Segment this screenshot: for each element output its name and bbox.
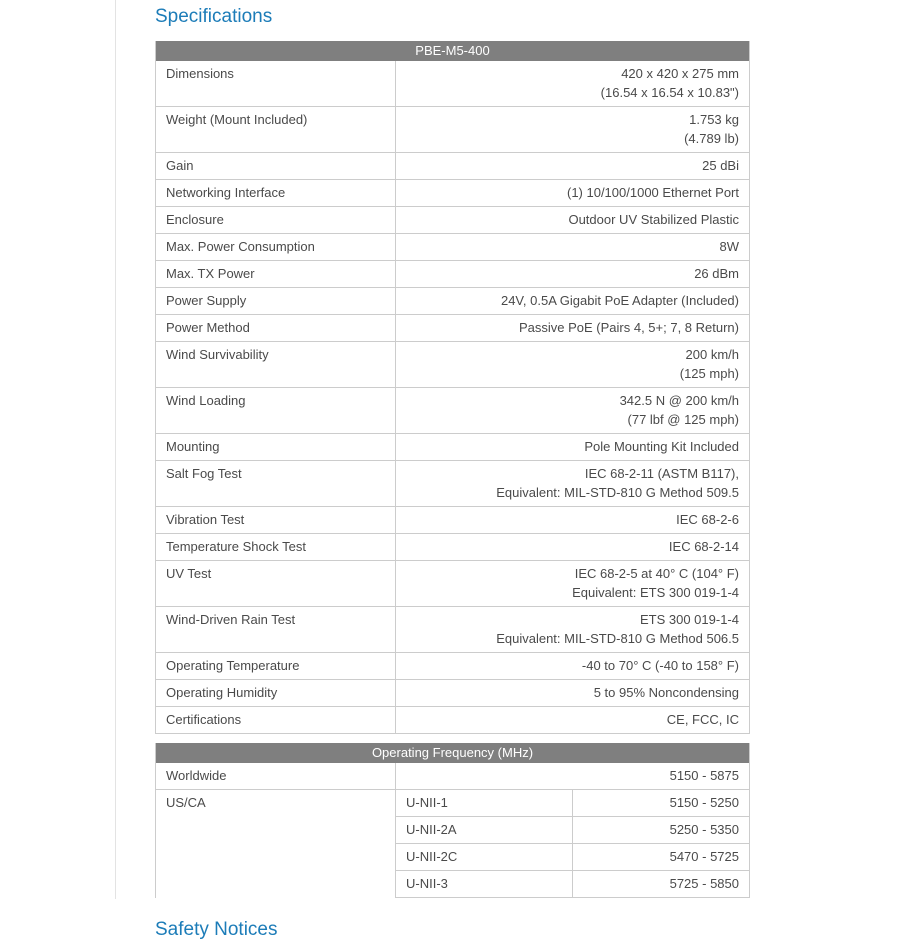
table-row-worldwide xyxy=(156,763,749,790)
row-value xyxy=(396,107,749,152)
row-value xyxy=(396,388,749,433)
value-line: IEC 68-2-6 xyxy=(676,512,739,527)
row-value xyxy=(396,680,749,706)
table-row xyxy=(156,342,749,388)
row-label: Max. TX Power xyxy=(156,261,396,287)
page-title: Specifications xyxy=(155,6,273,27)
value-line: Pole Mounting Kit Included xyxy=(584,439,739,454)
row-label: Gain xyxy=(156,153,396,179)
row-value xyxy=(396,653,749,679)
table-row xyxy=(156,561,749,607)
spec-table xyxy=(155,41,750,734)
table-row xyxy=(156,507,749,534)
frequency-table xyxy=(155,743,750,898)
value-line: 26 dBm xyxy=(694,266,739,281)
table-row xyxy=(156,107,749,153)
value-line: CE, FCC, IC xyxy=(666,712,739,727)
value-line: 1.753 kg xyxy=(689,112,739,127)
table-row xyxy=(396,790,749,817)
table-row xyxy=(156,234,749,261)
band-range: 5150 - 5250 xyxy=(669,795,739,810)
row-value xyxy=(396,534,749,560)
value-line: IEC 68-2-5 at 40° C (104° F) xyxy=(574,566,739,581)
row-value xyxy=(396,461,749,506)
row-label: Salt Fog Test xyxy=(156,461,396,506)
table-row xyxy=(156,653,749,680)
row-label: Wind Survivability xyxy=(156,342,396,387)
table-row xyxy=(396,871,749,898)
row-label: Dimensions xyxy=(156,61,396,106)
table-row xyxy=(156,434,749,461)
band-name: U-NII-3 xyxy=(396,871,573,897)
row-value xyxy=(396,707,749,733)
page-left-divider xyxy=(115,0,116,899)
usca-bands xyxy=(396,790,749,898)
value-line: ETS 300 019-1-4 xyxy=(639,612,739,627)
band-range: 5470 - 5725 xyxy=(669,849,739,864)
band-name: U-NII-1 xyxy=(396,790,573,816)
spec-table-header: PBE-M5-400 xyxy=(156,41,749,61)
table-row xyxy=(156,607,749,653)
table-row xyxy=(156,461,749,507)
value-line: 5 to 95% Noncondensing xyxy=(593,685,739,700)
row-value xyxy=(396,261,749,287)
value-line: -40 to 70° C (-40 to 158° F) xyxy=(581,658,739,673)
row-label: Wind Loading xyxy=(156,388,396,433)
row-label: Vibration Test xyxy=(156,507,396,533)
spec-table-rows xyxy=(156,61,749,734)
band-range: 5725 - 5850 xyxy=(669,876,739,891)
row-label: Operating Humidity xyxy=(156,680,396,706)
value-line: 420 x 420 x 275 mm xyxy=(621,66,739,81)
band-range: 5250 - 5350 xyxy=(669,822,739,837)
row-label: Certifications xyxy=(156,707,396,733)
row-label: Wind-Driven Rain Test xyxy=(156,607,396,652)
value-line: 200 km/h xyxy=(685,347,739,362)
row-label: Weight (Mount Included) xyxy=(156,107,396,152)
table-row xyxy=(156,315,749,342)
value-line: (1) 10/100/1000 Ethernet Port xyxy=(566,185,739,200)
table-row-usca xyxy=(156,790,749,898)
value-line: Passive PoE (Pairs 4, 5+; 7, 8 Return) xyxy=(518,320,739,335)
row-value: 5150 - 5875 xyxy=(669,768,739,783)
value-line: 24V, 0.5A Gigabit PoE Adapter (Included) xyxy=(500,293,739,308)
table-row xyxy=(156,180,749,207)
row-value xyxy=(396,434,749,460)
row-label: Power Method xyxy=(156,315,396,341)
table-row xyxy=(396,817,749,844)
value-line: Equivalent: ETS 300 019-1-4 xyxy=(572,585,739,600)
table-row xyxy=(156,388,749,434)
value-line: IEC 68-2-14 xyxy=(668,539,739,554)
value-line: 8W xyxy=(719,239,739,254)
row-label: Networking Interface xyxy=(156,180,396,206)
band-name: U-NII-2C xyxy=(396,844,573,870)
table-row xyxy=(156,261,749,288)
table-row xyxy=(156,153,749,180)
row-value xyxy=(396,507,749,533)
row-value xyxy=(396,234,749,260)
value-line: IEC 68-2-11 (ASTM B117), xyxy=(584,466,739,481)
row-value xyxy=(396,315,749,341)
row-label: Enclosure xyxy=(156,207,396,233)
content xyxy=(155,0,750,941)
frequency-table-header: Operating Frequency (MHz) xyxy=(156,743,749,763)
row-value xyxy=(396,153,749,179)
row-value xyxy=(396,342,749,387)
row-label: Max. Power Consumption xyxy=(156,234,396,260)
row-label: UV Test xyxy=(156,561,396,606)
value-line: Equivalent: MIL-STD-810 G Method 506.5 xyxy=(496,631,739,646)
value-line: (77 lbf @ 125 mph) xyxy=(627,412,739,427)
row-label: Mounting xyxy=(156,434,396,460)
row-value xyxy=(396,607,749,652)
row-label: US/CA xyxy=(156,790,396,898)
row-value xyxy=(396,561,749,606)
row-value xyxy=(396,288,749,314)
value-line: (16.54 x 16.54 x 10.83") xyxy=(600,85,739,100)
table-row xyxy=(156,207,749,234)
table-row xyxy=(156,680,749,707)
row-value xyxy=(396,61,749,106)
row-value xyxy=(396,180,749,206)
row-value xyxy=(396,207,749,233)
value-line: (125 mph) xyxy=(679,366,739,381)
table-row xyxy=(396,844,749,871)
row-label: Worldwide xyxy=(156,763,396,789)
value-line: 342.5 N @ 200 km/h xyxy=(619,393,739,408)
row-label: Power Supply xyxy=(156,288,396,314)
table-row xyxy=(156,707,749,734)
row-label: Operating Temperature xyxy=(156,653,396,679)
row-label: Temperature Shock Test xyxy=(156,534,396,560)
next-section-title: Safety Notices xyxy=(155,919,278,940)
value-line: Equivalent: MIL-STD-810 G Method 509.5 xyxy=(496,485,739,500)
band-name: U-NII-2A xyxy=(396,817,573,843)
table-row xyxy=(156,534,749,561)
value-line: Outdoor UV Stabilized Plastic xyxy=(568,212,739,227)
table-row xyxy=(156,288,749,315)
value-line: 25 dBi xyxy=(702,158,739,173)
table-row xyxy=(156,61,749,107)
value-line: (4.789 lb) xyxy=(684,131,739,146)
